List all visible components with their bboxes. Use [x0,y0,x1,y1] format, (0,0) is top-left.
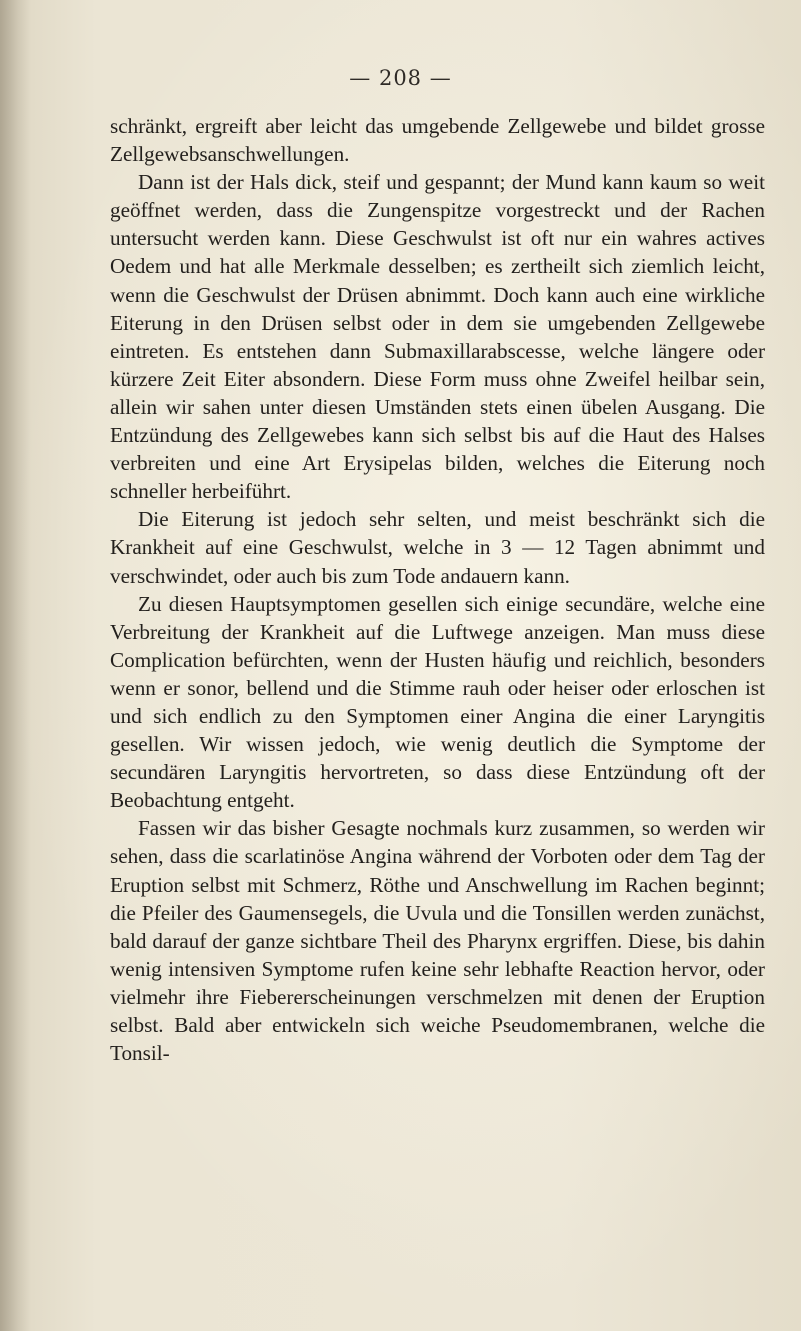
body-text [110,112,765,1067]
binding-shadow [0,0,30,1331]
paragraph-suppuration: Die Eiterung ist jedoch sehr selten, und meist beschränkt sich die Krankheit auf eine Geschwulst, welche in 3 — 12 Tagen abnimmt und verschwindet, oder auch bis zum Tode andauern kann. [110,507,765,588]
paragraph-neck-swelling: Dann ist der Hals dick, steif und gespannt; der Mund kann kaum so weit geöffnet werden, dass die Zungenspitze vorgestreckt und der Rachen untersucht werden kann. Diese Geschwulst ist oft nur ein wahres actives Oedem und hat alle Merkmale desselben; es zertheilt sich ziemlich leicht, wenn die Geschwulst der Drüsen abnimmt. Doch kann auch eine wirkliche Eiterung in den Drüsen selbst oder in dem sie umgebenden Zellgewebe eintreten. Es entstehen dann Submaxillarabscesse, welche längere oder kürzere Zeit Eiter absondern. Diese Form muss ohne Zweifel heilbar sein, allein wir sahen unter diesen Umständen stets einen übelen Ausgang. Die Entzündung des Zellgewebes kann sich selbst bis auf die Haut des Halses verbreiten und eine Art Erysipelas bilden, welches die Eiterung noch schneller herbeiführt. [110,170,765,504]
paragraph-summary: Fassen wir das bisher Gesagte nochmals kurz zusammen, so werden wir sehen, dass die scarlatinöse Angina während der Vorboten oder dem Tag der Eruption selbst mit Schmerz, Röthe und Anschwellung im Rachen beginnt; die Pfeiler des Gaumensegels, die Uvula und die Tonsillen werden zunächst, bald darauf der ganze sichtbare Theil des Pharynx ergriffen. Diese, bis dahin wenig intensiven Symptome rufen keine sehr lebhafte Reaction hervor, oder vielmehr ihre Fiebererscheinungen verschmelzen mit denen der Eruption selbst. Bald aber entwickeln sich weiche Pseudomembranen, welche die Tonsil- [110,816,765,1066]
page-number: — 208 — [349,66,452,90]
paragraph-continuation: schränkt, ergreift aber leicht das umgebende Zellgewebe und bildet grosse Zellgewebsanschwellungen. [110,114,765,167]
paragraph-secondary-symptoms: Zu diesen Hauptsymptomen gesellen sich einige secundäre, welche eine Verbreitung der Krankheit auf die Luftwege anzeigen. Man muss diese Complication befürchten, wenn der Husten häufig und reichlich, besonders wenn er sonor, bellend und die Stimme rauh oder heiser oder erloschen ist und sich endlich zu den Symptomen einer Angina die einer Laryngitis gesellen. Wir wissen jedoch, wie wenig deutlich die Symptome der secundären Laryngitis hervortreten, so dass diese Entzündung oft der Beobachtung entgeht. [110,591,765,813]
